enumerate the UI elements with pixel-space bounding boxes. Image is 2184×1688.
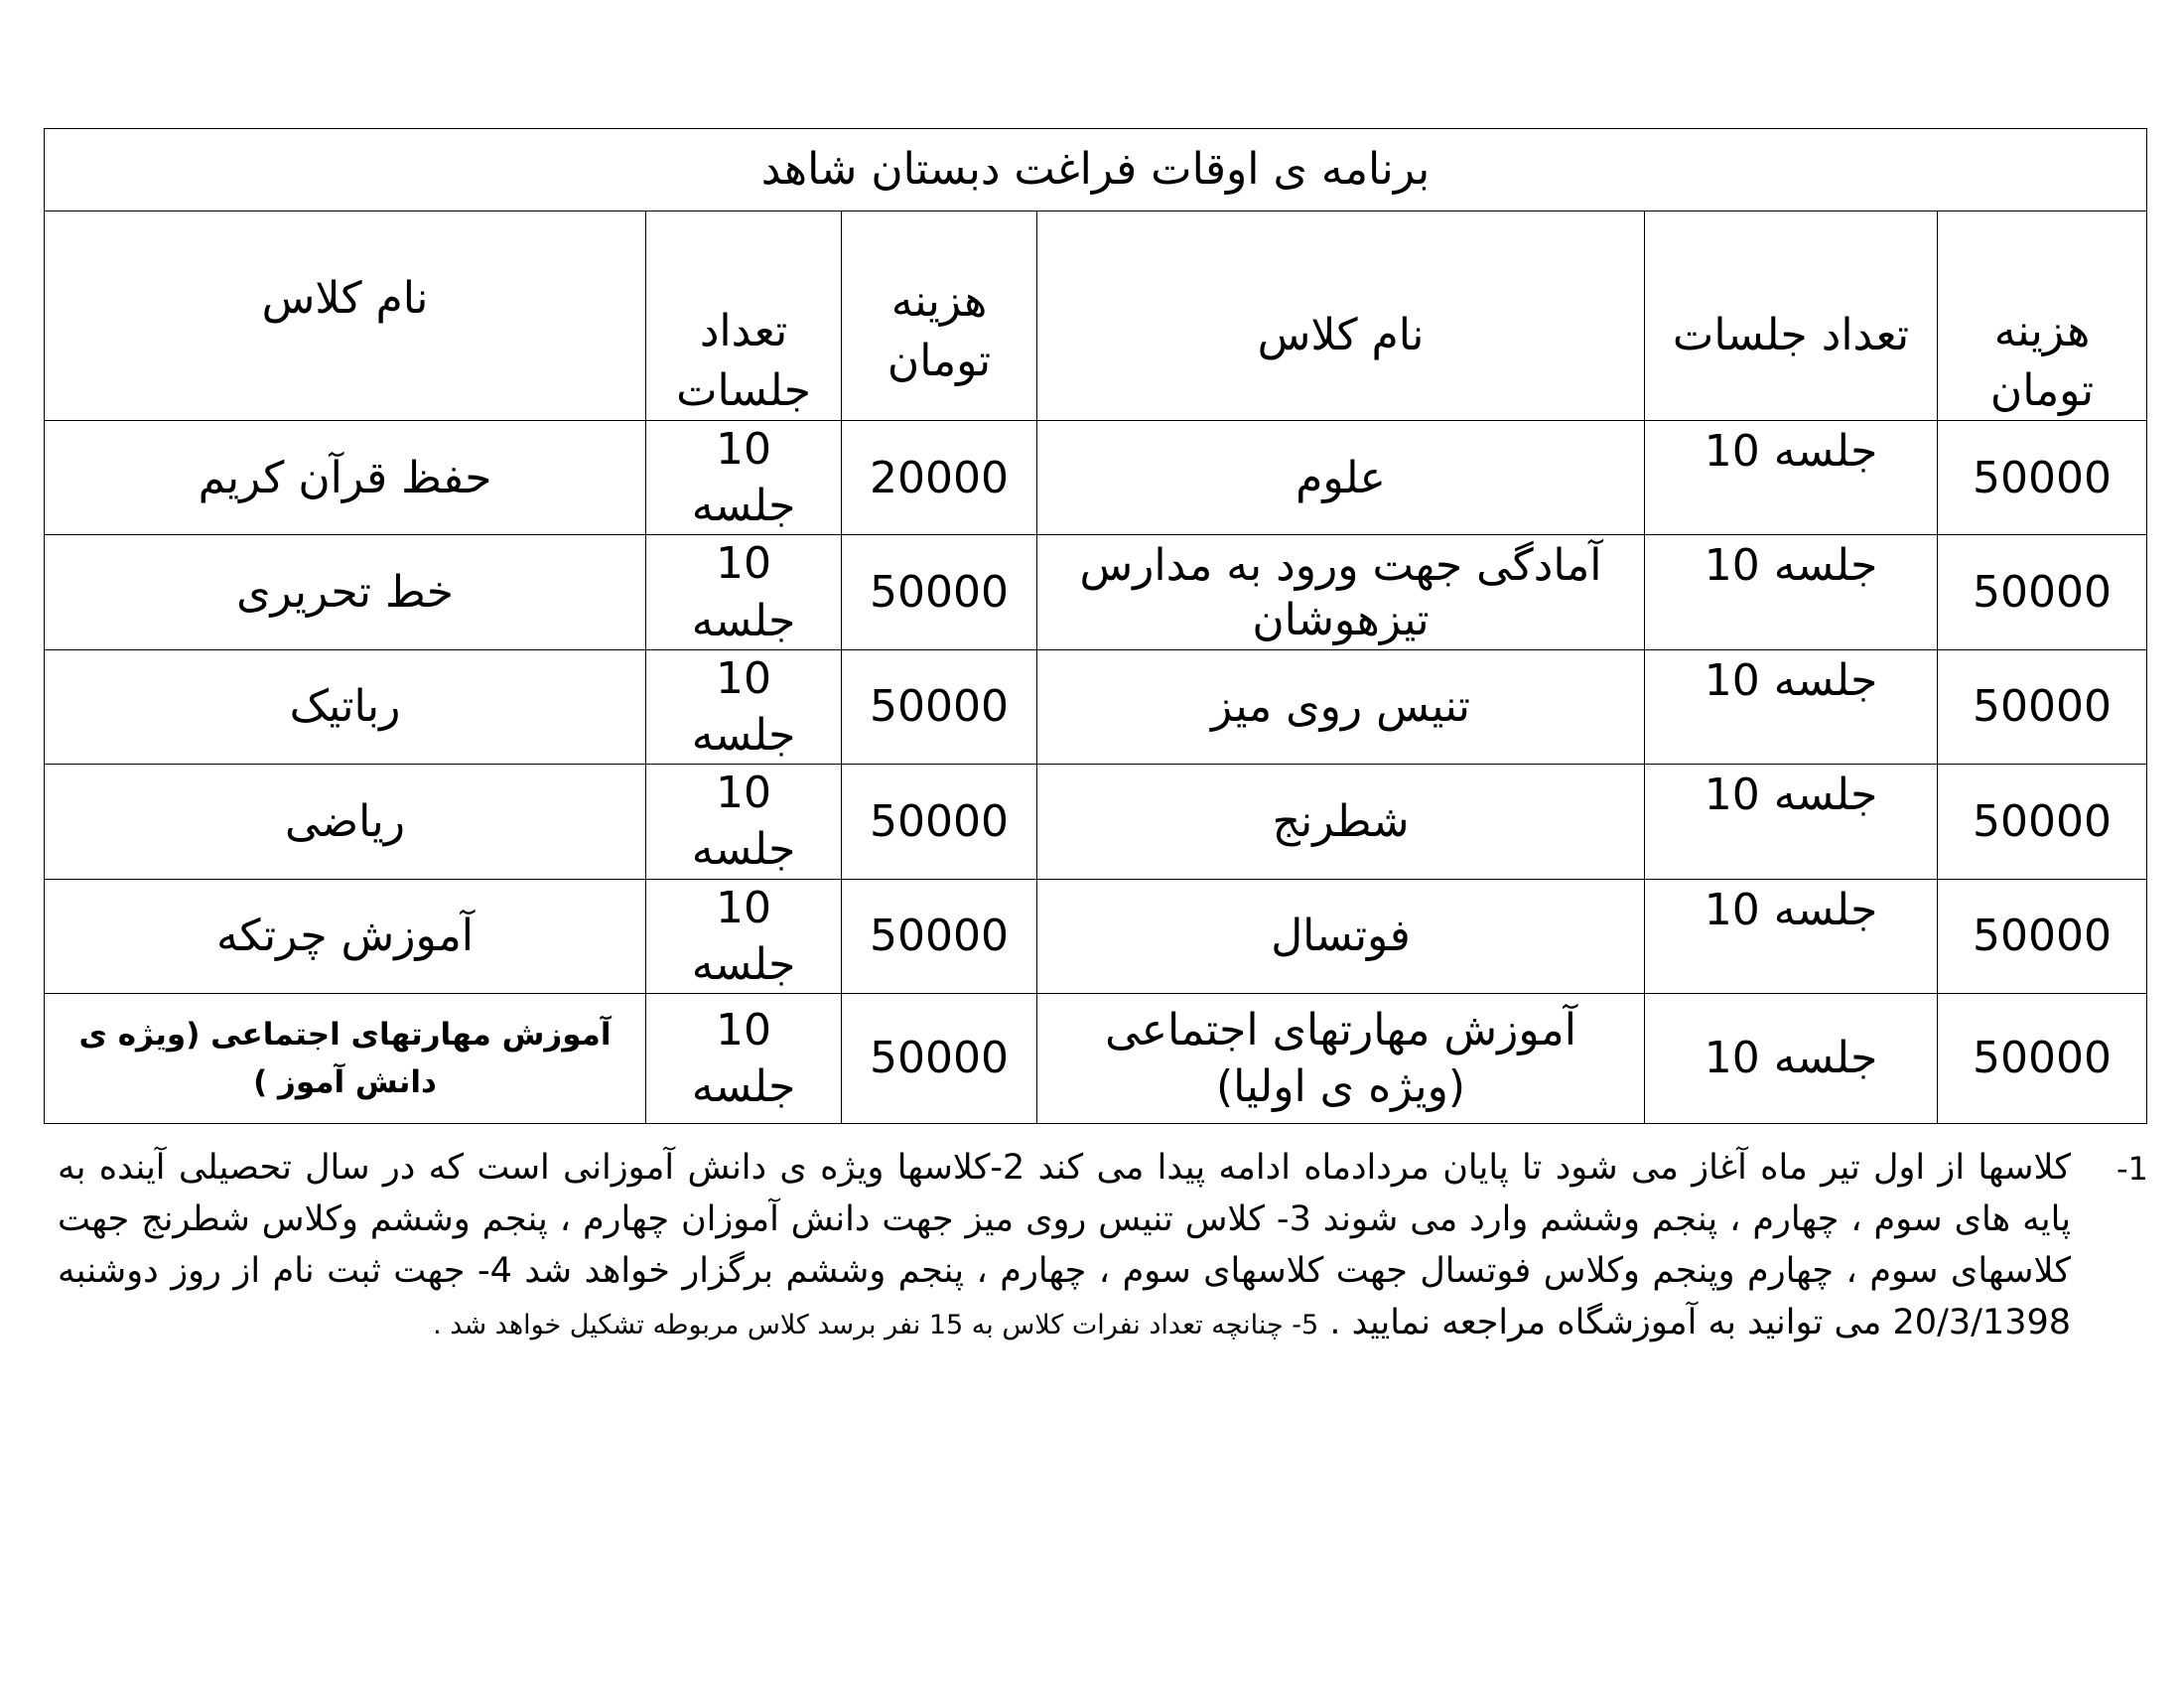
table-header-row <box>45 211 2147 421</box>
cell-cost-2: 20000 <box>842 421 1037 535</box>
header-cost-2: هزینه تومان <box>842 211 1037 421</box>
cell-sessions-2: 10 جلسه <box>646 879 842 993</box>
cell-sessions-2: 10 جلسه <box>646 993 842 1123</box>
cell-sessions-2: 10 جلسه <box>646 649 842 764</box>
header-class-2: نام کلاس <box>45 211 646 421</box>
table-row <box>45 421 2147 535</box>
header-sessions-1: تعداد جلسات <box>1645 211 1938 421</box>
cell-cost-1: 50000 <box>1938 535 2147 649</box>
cell-class-1: علوم <box>1037 421 1645 535</box>
notes-paragraph <box>58 1142 2071 1351</box>
cell-class-1: شطرنج <box>1037 765 1645 879</box>
cell-class-2: ریاضی <box>45 765 646 879</box>
schedule-table <box>44 128 2147 1124</box>
cell-sessions-2: 10 جلسه <box>646 765 842 879</box>
cell-cost-2: 50000 <box>842 879 1037 993</box>
table-row <box>45 649 2147 764</box>
table-row <box>45 879 2147 993</box>
cell-sessions-2: 10 جلسه <box>646 535 842 649</box>
table-title: برنامه ی اوقات فراغت دبستان شاهد <box>45 129 2147 211</box>
header-cost-1: هزینه تومان <box>1938 211 2147 421</box>
cell-class-2: آموزش مهارتهای اجتماعی (ویژه ی دانش آموز ) <box>45 993 646 1123</box>
cell-class-2: رباتیک <box>45 649 646 764</box>
notes-number: -1 <box>2116 1150 2148 1188</box>
cell-cost-2: 50000 <box>842 649 1037 764</box>
cell-cost-1: 50000 <box>1938 649 2147 764</box>
notes-text: کلاسها از اول تیر ماه آغاز می شود تا پایان مردادماه ادامه پیدا می کند 2-کلاسها ویژه ی دانش آموزانی است که در سال تحصیلی آینده به پایه های سوم ، چهارم ، پنجم وششم وارد می شوند 3- کلاس تنیس روی میز جهت دانش آموزان چهارم ، پنجم وششم وکلاس شطرنج جهت کلاسهای سوم ، چهارم وپنجم وکلاس فوتسال جهت کلاسهای سوم ، چهارم ، پنجم وششم برگزار خواهد شد 4- جهت ثبت نام از روز دوشنبه 20/3/1398 می توانید به آموزشگاه مراجعه نمایید . <box>58 1148 2072 1342</box>
notes-small-text: 5- چنانچه تعداد نفرات کلاس به 15 نفر برسد کلاس مربوطه تشکیل خواهد شد . <box>433 1310 1319 1340</box>
cell-cost-1: 50000 <box>1938 993 2147 1123</box>
cell-class-2: خط تحریری <box>45 535 646 649</box>
cell-cost-2: 50000 <box>842 765 1037 879</box>
cell-class-2: حفظ قرآن کریم <box>45 421 646 535</box>
table-title-row <box>45 129 2147 211</box>
cell-cost-2: 50000 <box>842 535 1037 649</box>
header-class-1: نام کلاس <box>1037 211 1645 421</box>
cell-cost-1: 50000 <box>1938 879 2147 993</box>
cell-cost-2: 50000 <box>842 993 1037 1123</box>
cell-class-2: آموزش چرتکه <box>45 879 646 993</box>
cell-sessions-1: جلسه 10 <box>1645 879 1938 993</box>
cell-sessions-1: جلسه 10 <box>1645 765 1938 879</box>
cell-cost-1: 50000 <box>1938 765 2147 879</box>
cell-sessions-1: جلسه 10 <box>1645 993 1938 1123</box>
cell-class-1: فوتسال <box>1037 879 1645 993</box>
table-row <box>45 993 2147 1123</box>
cell-cost-1: 50000 <box>1938 421 2147 535</box>
header-sessions-2: تعداد جلسات <box>646 211 842 421</box>
table-row <box>45 535 2147 649</box>
cell-sessions-1: جلسه 10 <box>1645 535 1938 649</box>
cell-sessions-1: جلسه 10 <box>1645 649 1938 764</box>
cell-sessions-1: جلسه 10 <box>1645 421 1938 535</box>
cell-class-1: تنیس روی میز <box>1037 649 1645 764</box>
cell-class-1: آمادگی جهت ورود به مدارس تیزهوشان <box>1037 535 1645 649</box>
cell-sessions-2: 10 جلسه <box>646 421 842 535</box>
cell-class-1: آموزش مهارتهای اجتماعی (ویژه ی اولیا) <box>1037 993 1645 1123</box>
table-row <box>45 765 2147 879</box>
